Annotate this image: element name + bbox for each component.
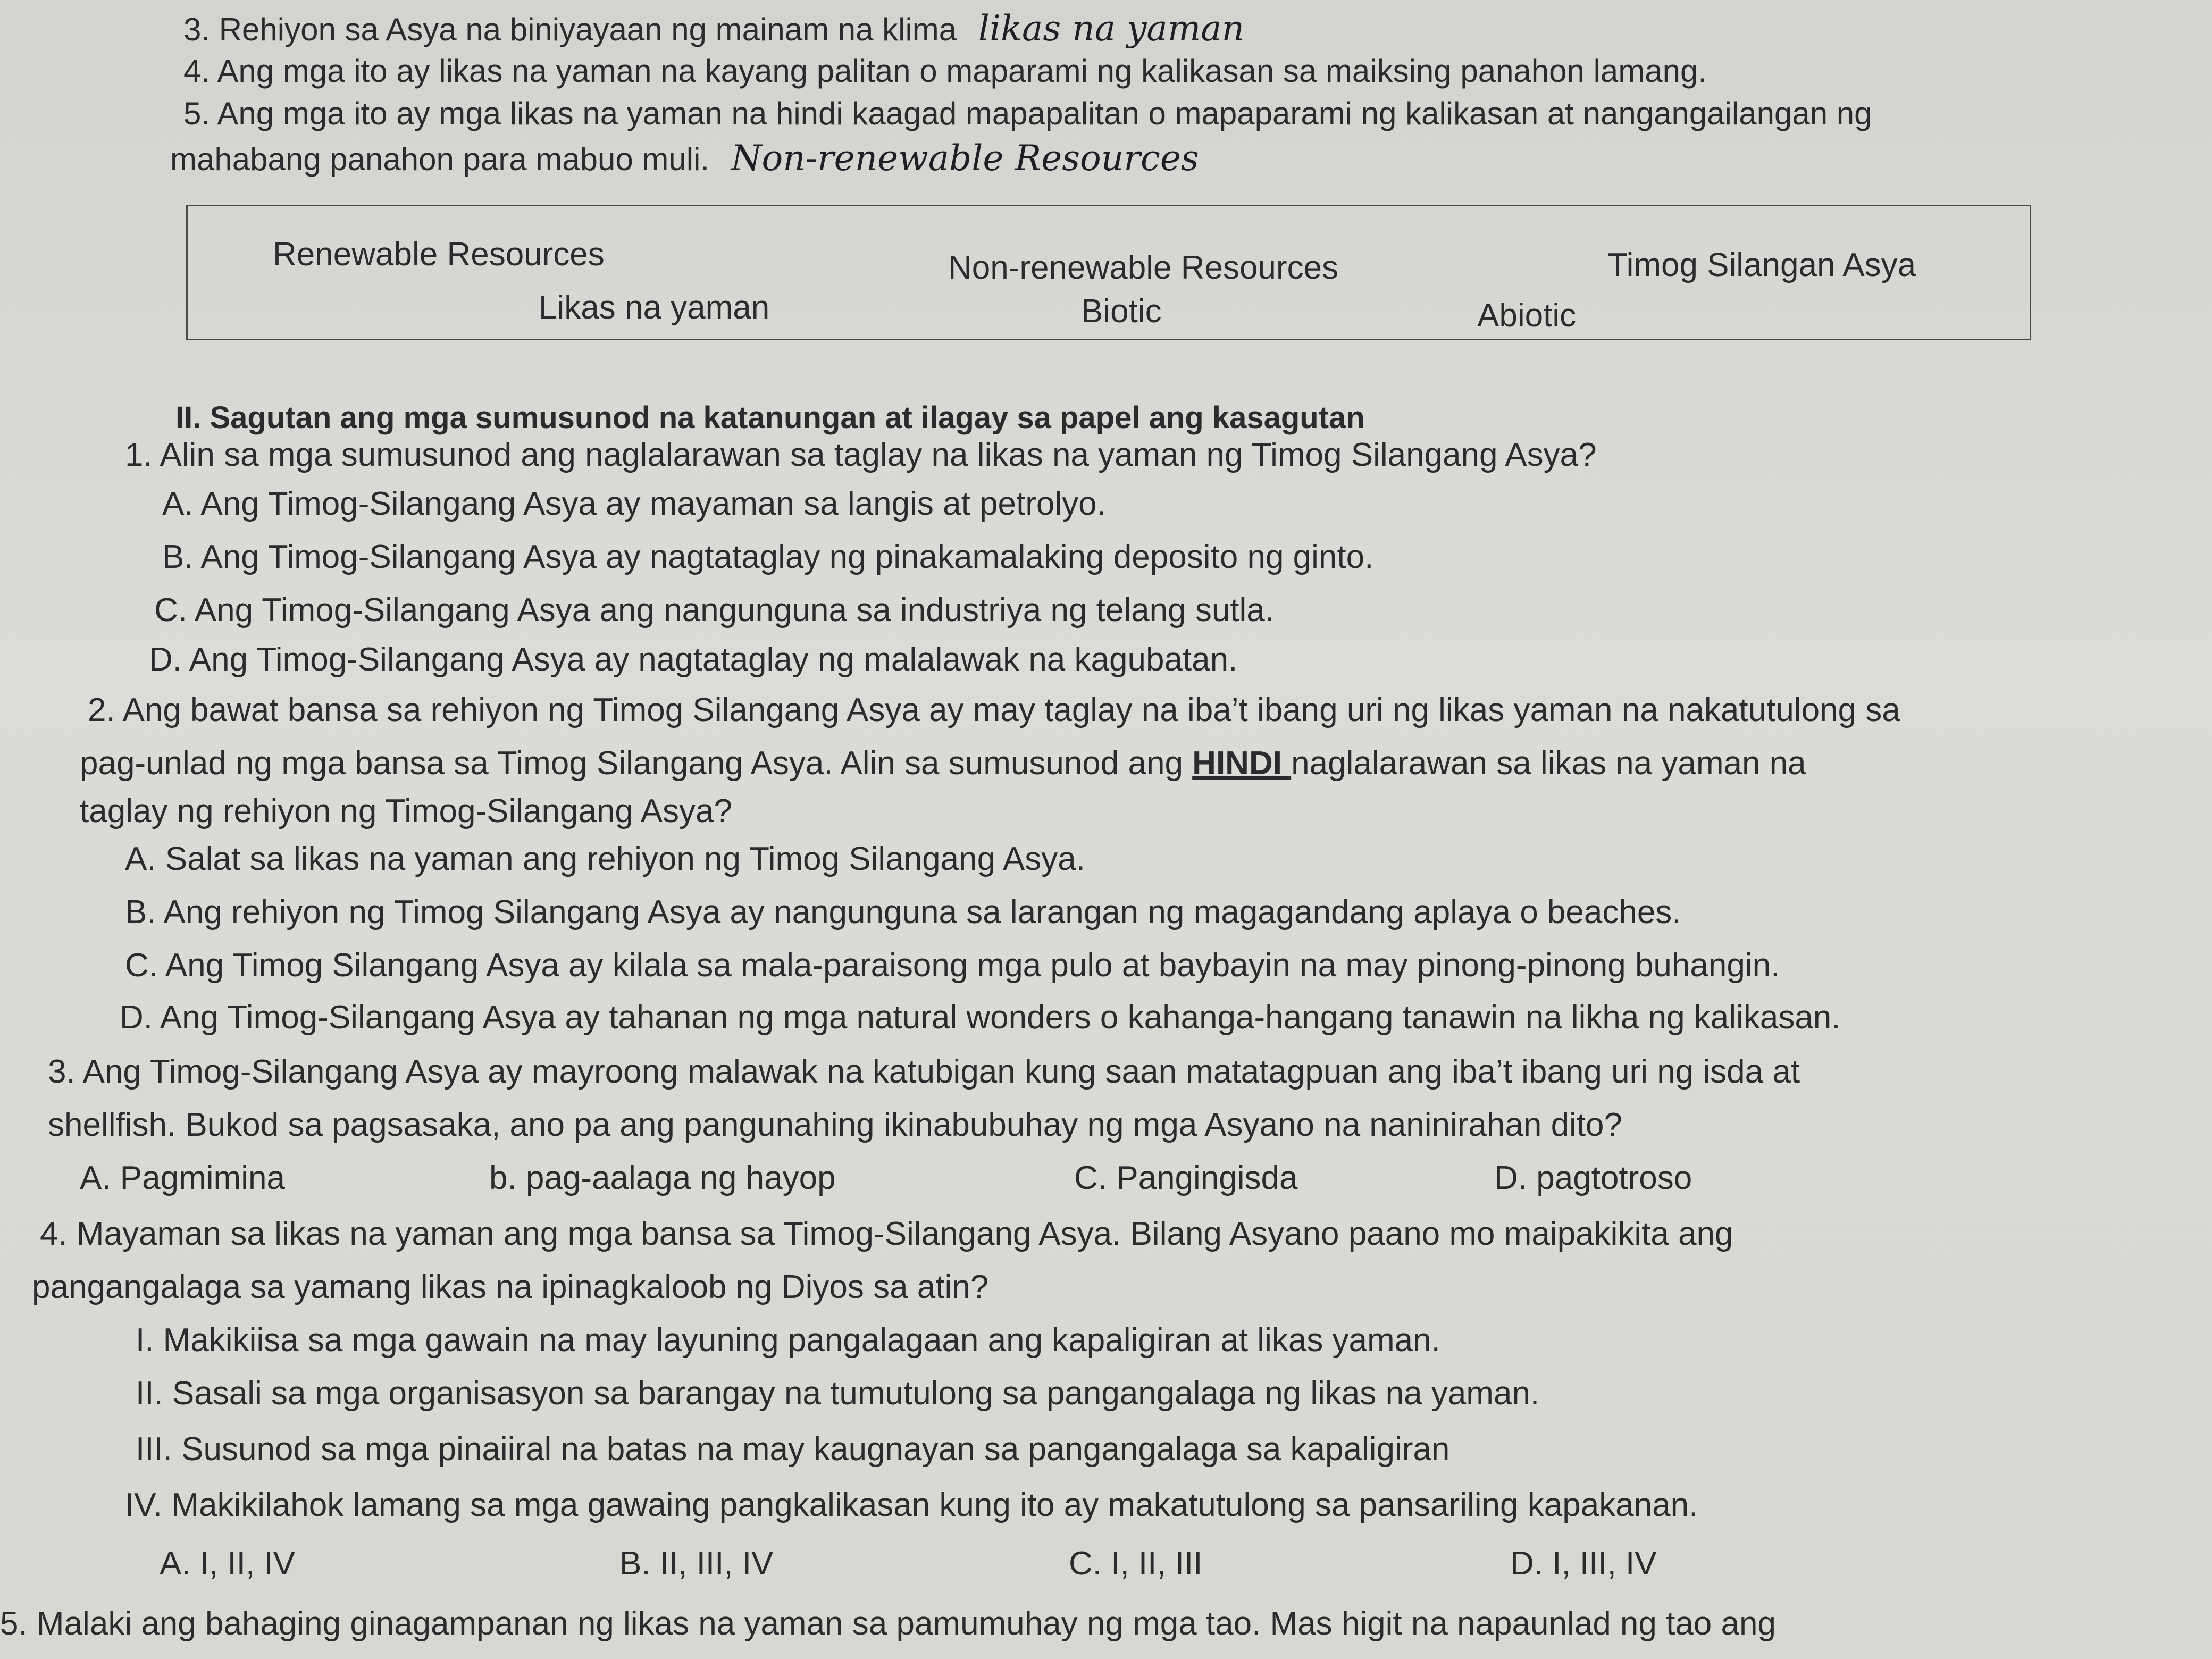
item-5-continuation <box>170 139 1199 179</box>
item-text: Ang mga ito ay mga likas na yaman na hindi kaagad mapapalitan o mapaparami ng kalikasan at nangangailangan ng <box>217 96 1872 131</box>
q1-option-a: A. Ang Timog-Silangang Asya ay mayaman sa langis at petrolyo. <box>162 485 1106 522</box>
q2-option-b: B. Ang rehiyon ng Timog Silangang Asya ay nangunguna sa larangan ng magagandang aplaya o beaches. <box>125 894 1681 931</box>
item-text: mahabang panahon para mabuo muli. <box>170 141 710 177</box>
q4-statement-ii: II. Sasali sa mga organisasyon sa barangay na tumutulong sa pangangalaga ng likas na yaman. <box>136 1375 1540 1412</box>
question-4: 4. Mayaman sa likas na yaman ang mga bansa sa Timog-Silangang Asya. Bilang Asyano paano mo maipakikita ang <box>40 1216 1733 1252</box>
q3-option-b: b. pag-aalaga ng hayop <box>489 1160 836 1196</box>
handwritten-answer: Non-renewable Resources <box>731 138 1199 179</box>
word-bank-box <box>186 205 2031 340</box>
question-3-line2: shellfish. Bukod sa pagsasaka, ano pa ang pangunahing ikinabubuhay ng mga Asyano na naninirahan dito? <box>48 1107 1623 1143</box>
item-number: 3. <box>183 12 211 47</box>
item-text: Ang mga ito ay likas na yaman na kayang palitan o maparami ng kalikasan sa maiksing panahon lamang. <box>217 53 1707 89</box>
item-number: 4. <box>183 53 211 89</box>
q4-option-b: B. II, III, IV <box>619 1545 774 1582</box>
q2-text: pag-unlad ng mga bansa sa Timog Silangang Asya. Alin sa sumusunod ang <box>80 745 1193 782</box>
word-likas-na-yaman: Likas na yaman <box>539 289 770 326</box>
question-4-line2: pangangalaga sa yamang likas na ipinagkaloob ng Diyos sa atin? <box>32 1269 989 1305</box>
q4-option-d: D. I, III, IV <box>1510 1545 1657 1582</box>
q2-option-a: A. Salat sa likas na yaman ang rehiyon ng Timog Silangang Asya. <box>125 841 1085 877</box>
section-heading: II. Sagutan ang mga sumusunod na katanungan at ilagay sa papel ang kasagutan <box>175 400 1365 435</box>
item-5 <box>183 95 1872 133</box>
q2-text: naglalarawan sa likas na yaman na <box>1291 745 1806 782</box>
q2-hindi: HINDI <box>1192 745 1292 782</box>
q4-statement-iii: III. Susunod sa mga pinaiiral na batas na may kaugnayan sa pangangalaga sa kapaligiran <box>136 1431 1450 1468</box>
q4-statement-i: I. Makikiisa sa mga gawain na may layuning pangalagaan ang kapaligiran at likas yaman. <box>136 1322 1440 1359</box>
word-renewable: Renewable Resources <box>273 236 605 273</box>
question-5: 5. Malaki ang bahaging ginagampanan ng likas na yaman sa pamumuhay ng mga tao. Mas higit na napaunlad ng tao ang <box>0 1605 1776 1642</box>
question-3: 3. Ang Timog-Silangang Asya ay mayroong malawak na katubigan kung saan matatagpuan ang iba’t ibang uri ng isda at <box>48 1053 1800 1090</box>
q3-option-d: D. pagtotroso <box>1494 1160 1692 1196</box>
handwritten-answer: likas na yaman <box>978 8 1245 49</box>
q4-option-c: C. I, II, III <box>1069 1545 1203 1582</box>
word-nonrenewable: Non-renewable Resources <box>948 249 1339 286</box>
question-1: 1. Alin sa mga sumusunod ang naglalarawan sa taglay na likas na yaman ng Timog Silangang Asya? <box>125 437 1597 473</box>
q4-statement-iv: IV. Makikilahok lamang sa mga gawaing pangkalikasan kung ito ay makatutulong sa pansariling kapakanan. <box>125 1487 1698 1523</box>
q1-option-c: C. Ang Timog-Silangang Asya ang nangunguna sa industriya ng telang sutla. <box>154 592 1275 629</box>
word-abiotic: Abiotic <box>1477 297 1577 334</box>
item-4 <box>183 52 1707 90</box>
q4-option-a: A. I, II, IV <box>160 1545 295 1582</box>
word-timog-silangan: Timog Silangan Asya <box>1607 247 1916 283</box>
item-number: 5. <box>183 96 211 131</box>
item-text: Rehiyon sa Asya na biniyayaan ng mainam na klima <box>219 12 957 47</box>
q3-option-c: C. Pangingisda <box>1074 1160 1298 1196</box>
q2-option-d: D. Ang Timog-Silangang Asya ay tahanan ng mga natural wonders o kahanga-hangang tanawin na likha ng kalikasan. <box>120 999 1841 1036</box>
question-2-line3: taglay ng rehiyon ng Timog-Silangang Asya? <box>80 793 733 830</box>
q3-option-a: A. Pagmimina <box>80 1160 285 1196</box>
item-3 <box>183 10 1244 49</box>
q1-option-d: D. Ang Timog-Silangang Asya ay nagtataglay ng malalawak na kagubatan. <box>149 641 1238 678</box>
question-2-line2 <box>80 744 1806 783</box>
q2-option-c: C. Ang Timog Silangang Asya ay kilala sa mala-paraisong mga pulo at baybayin na may pinong-pinong buhangin. <box>125 947 1780 984</box>
question-2: 2. Ang bawat bansa sa rehiyon ng Timog Silangang Asya ay may taglay na iba’t ibang uri ng likas yaman na nakatutulong sa <box>88 692 1900 728</box>
q1-option-b: B. Ang Timog-Silangang Asya ay nagtataglay ng pinakamalaking deposito ng ginto. <box>162 539 1374 575</box>
word-biotic: Biotic <box>1081 293 1162 330</box>
